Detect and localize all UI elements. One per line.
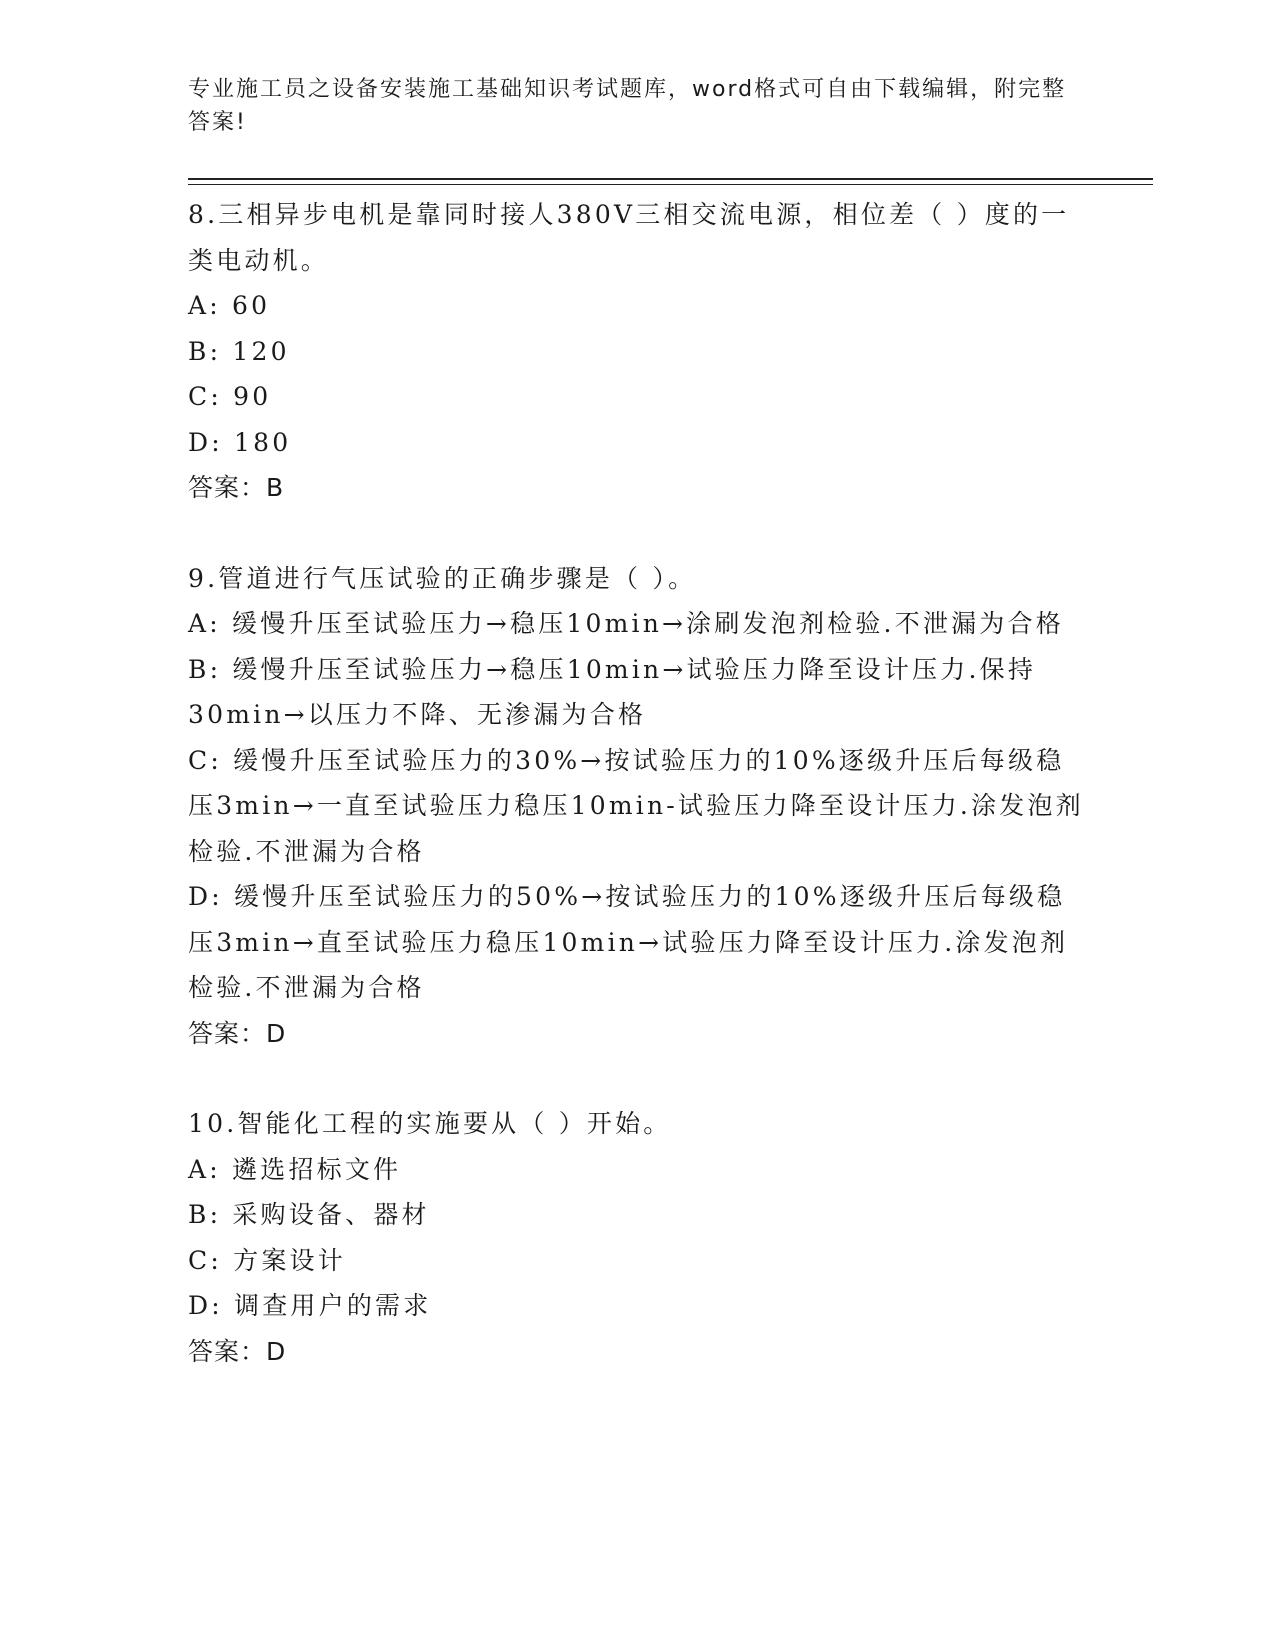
option-text: 调查用户的需求 xyxy=(234,1291,432,1320)
question-stem: 8.三相异步电机是靠同时接人380V三相交流电源，相位差（ ）度的一类电动机。 xyxy=(188,200,1070,275)
header-divider-thick xyxy=(188,178,1153,180)
option-label: D xyxy=(188,427,212,457)
option-c: C: 缓慢升压至试验压力的30%→按试验压力的10%逐级升压后每级稳压3min→一直至试验压力稳压10min-试验压力降至设计压力.涂发泡剂检验.不泄漏为合格 xyxy=(188,745,1084,866)
option-label: B xyxy=(188,654,210,684)
option-a: A: 遴选招标文件 xyxy=(188,1154,402,1184)
spacer xyxy=(188,1056,1088,1101)
question-list xyxy=(188,192,1088,1374)
option-text: 60 xyxy=(232,291,271,320)
option-text: 缓慢升压至试验压力的30%→按试验压力的10%逐级升压后每级稳压3min→一直至试验压力稳压10min-试验压力降至设计压力.涂发泡剂检验.不泄漏为合格 xyxy=(188,745,1084,866)
option-label: C xyxy=(188,745,211,775)
document-header: 专业施工员之设备安装施工基础知识考试题库，word格式可自由下载编辑，附完整答案! xyxy=(188,77,1067,135)
answer-line xyxy=(188,1011,1088,1057)
option-text: 90 xyxy=(233,382,272,411)
option-d: D: 180 xyxy=(188,427,292,457)
question-8 xyxy=(188,192,1088,511)
question-stem: 9.管道进行气压试验的正确步骤是（ ）。 xyxy=(188,563,697,593)
option-text: 遴选招标文件 xyxy=(232,1154,402,1184)
answer-line xyxy=(188,1329,1088,1375)
option-d: D: 缓慢升压至试验压力的50%→按试验压力的10%逐级升压后每级稳压3min→直至试验压力稳压10min→试验压力降至设计压力.涂发泡剂检验.不泄漏为合格 xyxy=(188,882,1069,1002)
answer-label: 答案： xyxy=(188,473,267,502)
question-10 xyxy=(188,1101,1088,1374)
option-label: C xyxy=(188,1245,211,1275)
option-label: D xyxy=(188,1291,212,1320)
answer-label: 答案： xyxy=(188,1018,267,1048)
question-stem: 10.智能化工程的实施要从（ ）开始。 xyxy=(188,1109,672,1138)
option-label: A xyxy=(188,1154,210,1184)
option-text: 方案设计 xyxy=(233,1245,346,1275)
option-label: A xyxy=(188,291,210,320)
option-text: 120 xyxy=(232,336,290,366)
option-c: C: 90 xyxy=(188,382,272,411)
option-text: 缓慢升压至试验压力→稳压10min→试验压力降至设计压力.保持30min→以压力不降、无渗漏为合格 xyxy=(188,654,1037,729)
spacer xyxy=(188,511,1088,556)
option-c: C: 方案设计 xyxy=(188,1245,346,1275)
option-text: 缓慢升压至试验压力→稳压10min→涂刷发泡剂检验.不泄漏为合格 xyxy=(232,609,1064,638)
header-divider-thin xyxy=(188,184,1153,185)
answer-value: D xyxy=(266,1018,287,1048)
option-label: C xyxy=(188,382,211,411)
question-9 xyxy=(188,556,1088,1057)
answer-line xyxy=(188,465,1088,511)
option-d: D: 调查用户的需求 xyxy=(188,1291,432,1320)
answer-label: 答案： xyxy=(188,1336,267,1366)
option-label: B xyxy=(188,336,210,366)
option-text: 缓慢升压至试验压力的50%→按试验压力的10%逐级升压后每级稳压3min→直至试验压力稳压10min→试验压力降至设计压力.涂发泡剂检验.不泄漏为合格 xyxy=(188,882,1069,1002)
answer-value: B xyxy=(266,473,285,502)
option-a: A: 缓慢升压至试验压力→稳压10min→涂刷发泡剂检验.不泄漏为合格 xyxy=(188,609,1064,638)
option-text: 180 xyxy=(234,427,292,457)
option-b: B: 采购设备、器材 xyxy=(188,1200,430,1229)
option-b: B: 缓慢升压至试验压力→稳压10min→试验压力降至设计压力.保持30min→以压力不降、无渗漏为合格 xyxy=(188,654,1037,729)
option-label: A xyxy=(188,609,210,638)
option-label: D xyxy=(188,882,212,911)
answer-value: D xyxy=(266,1336,287,1366)
option-label: B xyxy=(188,1200,210,1229)
option-b: B: 120 xyxy=(188,336,290,366)
option-text: 采购设备、器材 xyxy=(232,1200,430,1229)
option-a: A: 60 xyxy=(188,291,271,320)
